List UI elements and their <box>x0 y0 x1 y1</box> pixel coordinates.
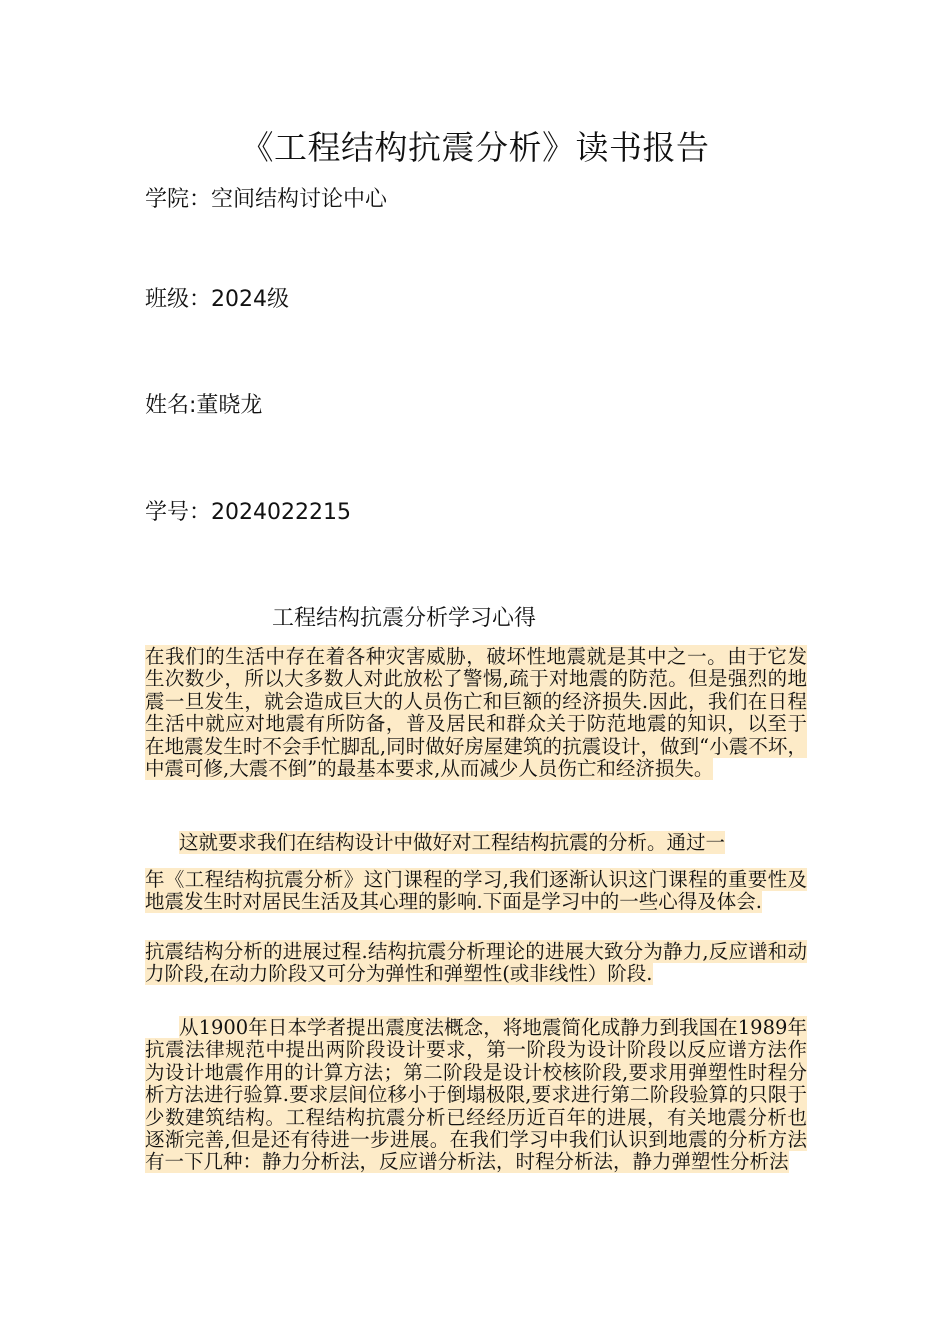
paragraph-1 <box>145 646 807 780</box>
highlighted-text: 从1900年日本学者提出震度法概念，将地震简化成静力到我国在1989年抗震法律规范中提出两阶段设计要求，第一阶段为设计阶段以反应谱方法作为设计地震作用的计算方法；第二阶段是设计校核阶段,要求用弹塑性时程分析方法进行验算.要求层间位移小于倒塌极限,要求进行第二阶段验算的只限于少数建筑结构。工程结构抗震分析已经经历近百年的进展，有关地震分析也逐渐完善,但是还有待进一步进展。在我们学习中我们认识到地震的分析方法有一下几种：静力分析法，反应谱分析法，时程分析法，静力弹塑性分析法 <box>145 1016 807 1174</box>
college-line: 学院：空间结构讨论中心 <box>145 187 388 212</box>
student-id-line: 学号：2024022215 <box>145 500 351 525</box>
student-name-line: 姓名:董晓龙 <box>145 393 263 418</box>
highlighted-text: 在我们的生活中存在着各种灾害威胁，破坏性地震就是其中之一。由于它发生次数少，所以大多数人对此放松了警惕,疏于对地震的防范。但是强烈的地震一旦发生，就会造成巨大的人员伤亡和巨额的经济损失.因此，我们在日程生活中就应对地震有所防备，普及居民和群众关于防范地震的知识，以至于在地震发生时不会手忙脚乱,同时做好房屋建筑的抗震设计，做到“小震不坏，中震可修,大震不倒”的最基本要求,从而减少人员伤亡和经济损失。 <box>145 645 807 781</box>
report-title: 《工程结构抗震分析》读书报告 <box>240 128 710 167</box>
highlighted-text: 年《工程结构抗震分析》这门课程的学习,我们逐渐认识这门课程的重要性及地震发生时对居民生活及其心理的影响.下面是学习中的一些心得及体会. <box>145 868 807 914</box>
paragraph-4 <box>145 941 807 986</box>
paragraph-2 <box>145 832 807 854</box>
highlighted-text: 这就要求我们在结构设计中做好对工程结构抗震的分析。通过一 <box>179 831 726 854</box>
paragraph-3 <box>145 869 807 914</box>
paragraph-5 <box>145 1017 807 1174</box>
section-title: 工程结构抗震分析学习心得 <box>272 606 537 631</box>
highlighted-text: 抗震结构分析的进展过程.结构抗震分析理论的进展大致分为静力,反应谱和动力阶段,在动力阶段又可分为弹性和弹塑性(或非线性）阶段. <box>145 940 807 986</box>
class-line: 班级：2024级 <box>145 287 289 312</box>
